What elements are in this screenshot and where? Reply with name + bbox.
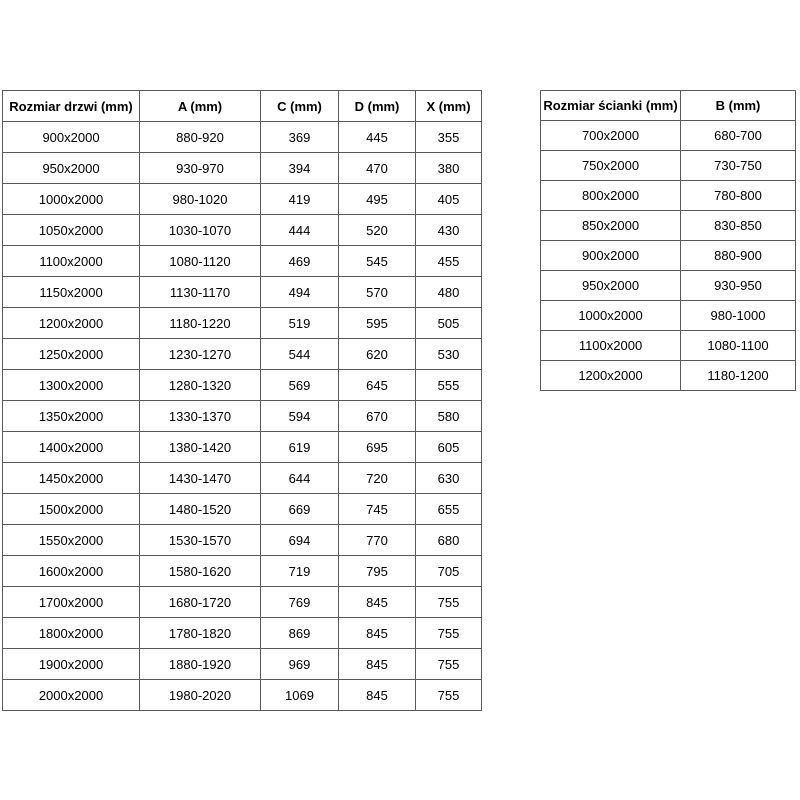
table-cell: 605	[416, 432, 482, 463]
table-cell: 1130-1170	[140, 277, 261, 308]
table-cell: 845	[339, 680, 416, 711]
table-cell: 1400x2000	[3, 432, 140, 463]
table-cell: 1100x2000	[541, 331, 681, 361]
table-cell: 1700x2000	[3, 587, 140, 618]
table-cell: 1100x2000	[3, 246, 140, 277]
table-cell: 1080-1120	[140, 246, 261, 277]
table-cell: 1080-1100	[681, 331, 796, 361]
table-cell: 1000x2000	[541, 301, 681, 331]
table-cell: 1200x2000	[541, 361, 681, 391]
table-cell: 1900x2000	[3, 649, 140, 680]
table-cell: 520	[339, 215, 416, 246]
table-cell: 1300x2000	[3, 370, 140, 401]
table-cell: 1250x2000	[3, 339, 140, 370]
table-cell: 930-950	[681, 271, 796, 301]
table-row	[3, 277, 482, 308]
column-header: B (mm)	[681, 91, 796, 121]
table-row	[3, 122, 482, 153]
table-cell: 495	[339, 184, 416, 215]
table-cell: 680-700	[681, 121, 796, 151]
table-cell: 695	[339, 432, 416, 463]
table-cell: 1180-1220	[140, 308, 261, 339]
table-cell: 355	[416, 122, 482, 153]
table-cell: 595	[339, 308, 416, 339]
table-row	[541, 301, 796, 331]
column-header: A (mm)	[140, 91, 261, 122]
table-cell: 1780-1820	[140, 618, 261, 649]
table-cell: 1480-1520	[140, 494, 261, 525]
table-cell: 619	[261, 432, 339, 463]
table-cell: 880-920	[140, 122, 261, 153]
table-cell: 469	[261, 246, 339, 277]
table-cell: 380	[416, 153, 482, 184]
table-cell: 655	[416, 494, 482, 525]
table-cell: 950x2000	[3, 153, 140, 184]
table-cell: 1230-1270	[140, 339, 261, 370]
table-row	[541, 121, 796, 151]
table-cell: 544	[261, 339, 339, 370]
table-row	[3, 618, 482, 649]
table-cell: 569	[261, 370, 339, 401]
table-cell: 444	[261, 215, 339, 246]
table-row	[3, 525, 482, 556]
table-cell: 405	[416, 184, 482, 215]
table-row	[3, 649, 482, 680]
table-cell: 900x2000	[541, 241, 681, 271]
table-cell: 555	[416, 370, 482, 401]
table-cell: 719	[261, 556, 339, 587]
table-cell: 720	[339, 463, 416, 494]
table-cell: 770	[339, 525, 416, 556]
table-cell: 620	[339, 339, 416, 370]
table-cell: 1330-1370	[140, 401, 261, 432]
table-cell: 470	[339, 153, 416, 184]
table-row	[3, 556, 482, 587]
table-cell: 670	[339, 401, 416, 432]
table-row	[3, 339, 482, 370]
table-cell: 845	[339, 587, 416, 618]
table-cell: 980-1000	[681, 301, 796, 331]
column-header: C (mm)	[261, 91, 339, 122]
column-header: D (mm)	[339, 91, 416, 122]
table-cell: 1180-1200	[681, 361, 796, 391]
table-row	[3, 432, 482, 463]
table-cell: 419	[261, 184, 339, 215]
table-cell: 545	[339, 246, 416, 277]
table-cell: 730-750	[681, 151, 796, 181]
table-cell: 430	[416, 215, 482, 246]
table-cell: 530	[416, 339, 482, 370]
table-cell: 830-850	[681, 211, 796, 241]
table-cell: 580	[416, 401, 482, 432]
table-row	[541, 361, 796, 391]
table-cell: 1030-1070	[140, 215, 261, 246]
table-row	[3, 587, 482, 618]
table-cell: 694	[261, 525, 339, 556]
table-cell: 755	[416, 680, 482, 711]
table-cell: 755	[416, 649, 482, 680]
table-row	[541, 331, 796, 361]
table-cell: 1880-1920	[140, 649, 261, 680]
table-cell: 1069	[261, 680, 339, 711]
table-cell: 755	[416, 618, 482, 649]
table-cell: 594	[261, 401, 339, 432]
table-cell: 1380-1420	[140, 432, 261, 463]
table-cell: 1980-2020	[140, 680, 261, 711]
table-cell: 869	[261, 618, 339, 649]
door-size-table	[2, 90, 482, 711]
column-header: Rozmiar ścianki (mm)	[541, 91, 681, 121]
table-cell: 680	[416, 525, 482, 556]
table-cell: 1000x2000	[3, 184, 140, 215]
table-cell: 745	[339, 494, 416, 525]
table-cell: 669	[261, 494, 339, 525]
table-cell: 769	[261, 587, 339, 618]
table-cell: 480	[416, 277, 482, 308]
table-cell: 950x2000	[541, 271, 681, 301]
column-header: X (mm)	[416, 91, 482, 122]
table-cell: 780-800	[681, 181, 796, 211]
table-row	[3, 246, 482, 277]
table-cell: 705	[416, 556, 482, 587]
table-cell: 980-1020	[140, 184, 261, 215]
table-cell: 494	[261, 277, 339, 308]
table-cell: 455	[416, 246, 482, 277]
table-row	[3, 184, 482, 215]
table-cell: 394	[261, 153, 339, 184]
table-cell: 930-970	[140, 153, 261, 184]
table-row	[541, 151, 796, 181]
table-cell: 1600x2000	[3, 556, 140, 587]
table-cell: 700x2000	[541, 121, 681, 151]
table-row	[541, 211, 796, 241]
table-cell: 445	[339, 122, 416, 153]
table-cell: 1550x2000	[3, 525, 140, 556]
table-cell: 1350x2000	[3, 401, 140, 432]
table-cell: 1050x2000	[3, 215, 140, 246]
table-cell: 880-900	[681, 241, 796, 271]
table-cell: 644	[261, 463, 339, 494]
wall-table-header-row	[541, 91, 796, 121]
table-cell: 519	[261, 308, 339, 339]
table-cell: 570	[339, 277, 416, 308]
table-cell: 505	[416, 308, 482, 339]
table-cell: 1200x2000	[3, 308, 140, 339]
table-cell: 969	[261, 649, 339, 680]
table-cell: 1150x2000	[3, 277, 140, 308]
table-row	[3, 153, 482, 184]
table-cell: 750x2000	[541, 151, 681, 181]
table-cell: 1580-1620	[140, 556, 261, 587]
table-row	[3, 680, 482, 711]
table-cell: 1800x2000	[3, 618, 140, 649]
table-cell: 800x2000	[541, 181, 681, 211]
table-cell: 1450x2000	[3, 463, 140, 494]
table-row	[3, 370, 482, 401]
table-cell: 795	[339, 556, 416, 587]
table-cell: 2000x2000	[3, 680, 140, 711]
table-cell: 1500x2000	[3, 494, 140, 525]
table-row	[3, 494, 482, 525]
table-cell: 630	[416, 463, 482, 494]
table-cell: 1530-1570	[140, 525, 261, 556]
table-row	[541, 181, 796, 211]
table-cell: 845	[339, 649, 416, 680]
table-cell: 645	[339, 370, 416, 401]
wall-panel-size-table	[540, 90, 796, 391]
table-cell: 1680-1720	[140, 587, 261, 618]
table-cell: 850x2000	[541, 211, 681, 241]
door-table-header-row	[3, 91, 482, 122]
table-row	[3, 401, 482, 432]
table-row	[3, 463, 482, 494]
table-cell: 900x2000	[3, 122, 140, 153]
table-row	[541, 241, 796, 271]
table-row	[541, 271, 796, 301]
table-cell: 1430-1470	[140, 463, 261, 494]
table-cell: 755	[416, 587, 482, 618]
table-cell: 845	[339, 618, 416, 649]
column-header: Rozmiar drzwi (mm)	[3, 91, 140, 122]
table-row	[3, 215, 482, 246]
table-cell: 1280-1320	[140, 370, 261, 401]
table-row	[3, 308, 482, 339]
table-cell: 369	[261, 122, 339, 153]
